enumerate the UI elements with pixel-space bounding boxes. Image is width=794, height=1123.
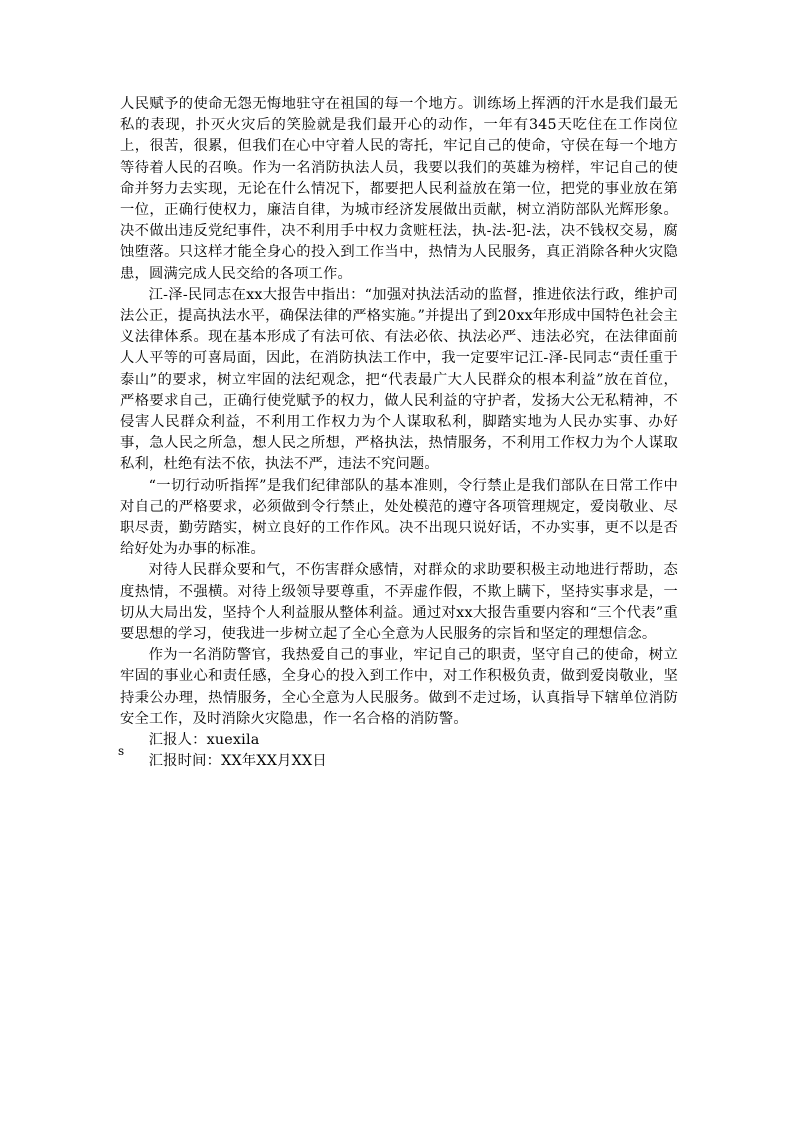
paragraph-1: 人民赋予的使命无怨无悔地驻守在祖国的每一个地方。训练场上挥洒的汗水是我们最无私的表现，扑灭火灾后的笑脸就是我们最开心的动作，一年有345天吃住在工作岗位上，很苦，很累，但我们在心中守着人民的寄托，牢记自己的使命，守侯在每一个地方等待着人民的召唤。作为一名消防执法人员，我要以我们的英雄为榜样，牢记自己的使命并努力去实现，无论在什么情况下，都要把人民利益放在第一位，把党的事业放在第一位，正确行使权力，廉洁自律，为城市经济发展做出贡献，树立消防部队光辉形象。决不做出违反党纪事件，决不利用手中权力贪赃枉法，执-法-犯-法，决不钱权交易，腐蚀堕落。只这样才能全身心的投入到工作当中，热情为人民服务，真正消除各种火灾隐患，圆满完成人民交给的各项工作。 bbox=[120, 96, 678, 282]
paragraph-5: 作为一名消防警官，我热爱自己的事业，牢记自己的职责，坚守自己的使命，树立牢固的事业心和责任感，全身心的投入到工作中，对工作积极负责，做到爱岗敬业，坚持秉公办理，热情服务，全心全意为人民服务。做到不走过场，认真指导下辖单位消防安全工作，及时消除火灾隐患，作一名合格的消防警。 bbox=[120, 647, 678, 727]
paragraph-3: “一切行动听指挥”是我们纪律部队的基本准则，令行禁止是我们部队在日常工作中对自己的严格要求，必须做到令行禁止，处处模范的遵守各项管理规定，爱岗敬业、尽职尽责，勤劳踏实，树立良好的工作作风。决不出现只说好话，不办实事，更不以是否给好处为办事的标准。 bbox=[120, 477, 678, 558]
document-body bbox=[120, 94, 678, 773]
paragraph-4: 对待人民群众要和气，不伤害群众感情，对群众的求助要积极主动地进行帮助，态度热情，不强横。对待上级领导要尊重，不弄虚作假，不欺上瞒下，坚持实事求是，一切从大局出发，坚持个人利益服从整体利益。通过对xx大报告重要内容和“三个代表”重要思想的学习，使我进一步树立起了全心全意为人民服务的宗旨和坚定的理想信念。 bbox=[120, 562, 678, 643]
paragraph-2: 江-泽-民同志在xx大报告中指出：“加强对执法活动的监督，推进依法行政，维护司法公正，提高执法水平，确保法律的严格实施。”并提出了到20xx年形成中国特色社会主义法律体系。现在基本形成了有法可依、有法必依、执法必严、违法必究，在法律面前人人平等的可喜局面，因此，在消防执法工作中，我一定要牢记江-泽-民同志“责任重于泰山”的要求，树立牢固的法纪观念，把“代表最广大人民群众的根本利益”放在首位，严格要求自己，正确行使党赋予的权力，做人民利益的守护者，发扬大公无私精神，不侵害人民群众利益，不利用工作权力为个人谋取私利，脚踏实地为人民办实事、办好事，急人民之所急，想人民之所想，严格执法，热情服务，不利用工作权力为个人谋取私利，杜绝有法不依，执法不严，违法不究问题。 bbox=[120, 286, 678, 473]
report-time-line: 汇报时间：XX年XX月XX日 bbox=[148, 753, 327, 770]
reporter-line: 汇报人：xuexila bbox=[148, 732, 260, 749]
stray-mark: s bbox=[118, 744, 125, 758]
